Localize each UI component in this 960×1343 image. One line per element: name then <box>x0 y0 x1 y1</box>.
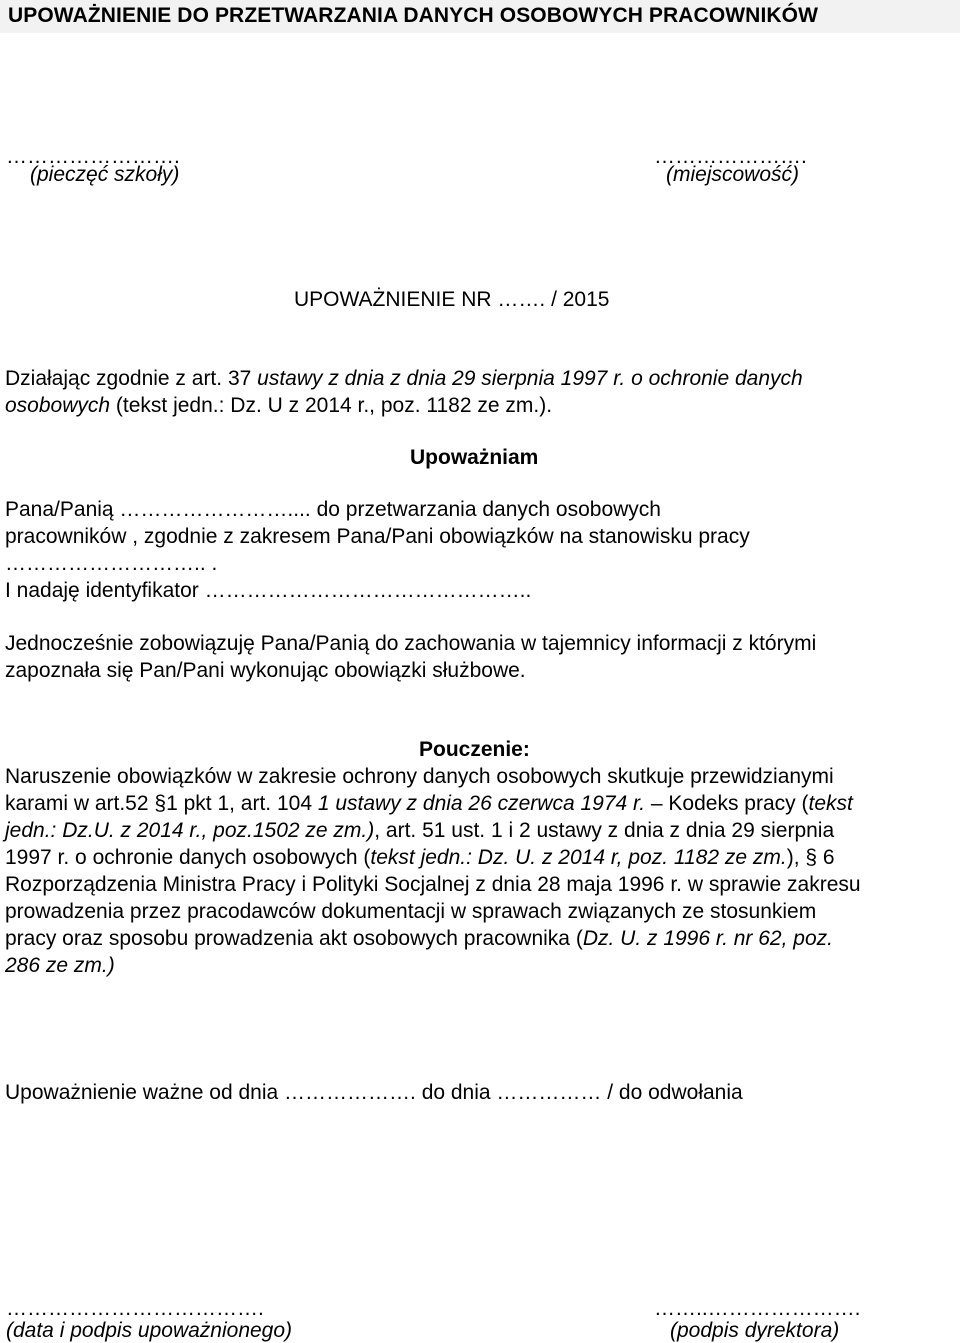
authorize-line-2: pracowników , zgodnie z zakresem Pana/Pani obowiązków na stanowisku pracy <box>5 525 750 548</box>
document-number: UPOWAŻNIENIE NR ……. / 2015 <box>294 288 610 311</box>
notice-line-1: Naruszenie obowiązków w zakresie ochrony danych osobowych skutkuje przewidzianymi <box>5 765 834 788</box>
act-reference: jedn.: Dz.U. z 2014 r., poz.1502 ze zm.) <box>5 819 375 842</box>
obligation-line-2: zapoznała się Pan/Pani wykonując obowiązki służbowe. <box>5 659 526 682</box>
place-label: (miejscowość) <box>666 163 800 186</box>
authorized-signature-dots: ………………………………. <box>6 1297 264 1320</box>
act-title: 1 ustawy z dnia 26 czerwca 1974 r. <box>317 792 646 815</box>
obligation-line-1: Jednocześnie zobowiązuję Pana/Panią do zachowania w tajemnicy informacji z którymi <box>5 632 817 655</box>
act-reference: tekst jedn.: Dz. U. z 2014 r, poz. 1182 ze zm. <box>370 846 787 869</box>
notice-text: 1 pkt 1, art. 104 <box>166 792 318 815</box>
notice-text: pracy oraz sposobu prowadzenia akt osobowych pracownika ( <box>5 927 583 950</box>
document-title: UPOWAŻNIENIE DO PRZETWARZANIA DANYCH OSOBOWYCH PRACOWNIKÓW <box>8 4 819 27</box>
notice-line-6: prowadzenia przez pracodawców dokumentacji w sprawach związanych ze stosunkiem <box>5 900 817 923</box>
notice-text: ), § 6 <box>786 846 835 869</box>
notice-line-4 <box>5 844 955 871</box>
notice-text: , art. 51 ust. 1 i 2 ustawy z dnia z dnia 29 sierpnia <box>374 819 835 842</box>
legal-basis-line-1 <box>5 366 803 391</box>
director-signature-label: (podpis dyrektora) <box>670 1319 840 1342</box>
notice-text: – Kodeks pracy ( <box>645 792 809 815</box>
legal-basis-text: Działając zgodnie z art. 37 <box>5 367 258 390</box>
act-reference: tekst <box>808 792 853 815</box>
school-stamp-dots: ……………………. <box>6 145 180 168</box>
authorized-signature-label: (data i podpis upoważnionego) <box>6 1319 293 1342</box>
notice-heading: Pouczenie: <box>419 738 530 761</box>
validity-line: Upoważnienie ważne od dnia ………………. do dnia …………… / do odwołania <box>5 1081 743 1104</box>
notice-line-3 <box>5 817 955 844</box>
act-title-cont: osobowych <box>5 394 116 417</box>
authorize-line-1: Pana/Panią …………………….... do przetwarzania danych osobowych <box>5 498 661 521</box>
act-reference: Dz. U. z 1996 r. nr 62, poz. <box>582 927 833 950</box>
notice-line-5: Rozporządzenia Ministra Pracy i Polityki Socjalnej z dnia 28 maja 1996 r. w sprawie zakresu <box>5 873 861 896</box>
notice-line-2 <box>5 790 955 817</box>
notice-line-7 <box>5 925 955 952</box>
position-dots: ……………………….. . <box>5 552 218 575</box>
notice-line-8: 286 ze zm.) <box>5 954 115 977</box>
school-stamp-label: (pieczęć szkoły) <box>30 163 180 186</box>
legal-basis-line-2 <box>5 393 552 418</box>
place-dots: …………………. <box>654 145 807 168</box>
notice-text: 1997 r. o ochronie danych osobowych ( <box>5 846 371 869</box>
identifier-line: I nadaję identyfikator ……………………………………….. <box>5 579 532 602</box>
act-reference: (tekst jedn.: Dz. U z 2014 r., poz. 1182 ze zm.). <box>115 394 553 417</box>
act-title: ustawy z dnia z dnia 29 sierpnia 1997 r. o ochronie danych <box>257 367 803 390</box>
authorize-heading: Upoważniam <box>410 446 539 469</box>
director-signature-dots: ……..…………………. <box>654 1297 861 1320</box>
section-sign: § <box>154 792 167 815</box>
notice-text: karami w art.52 <box>5 792 155 815</box>
